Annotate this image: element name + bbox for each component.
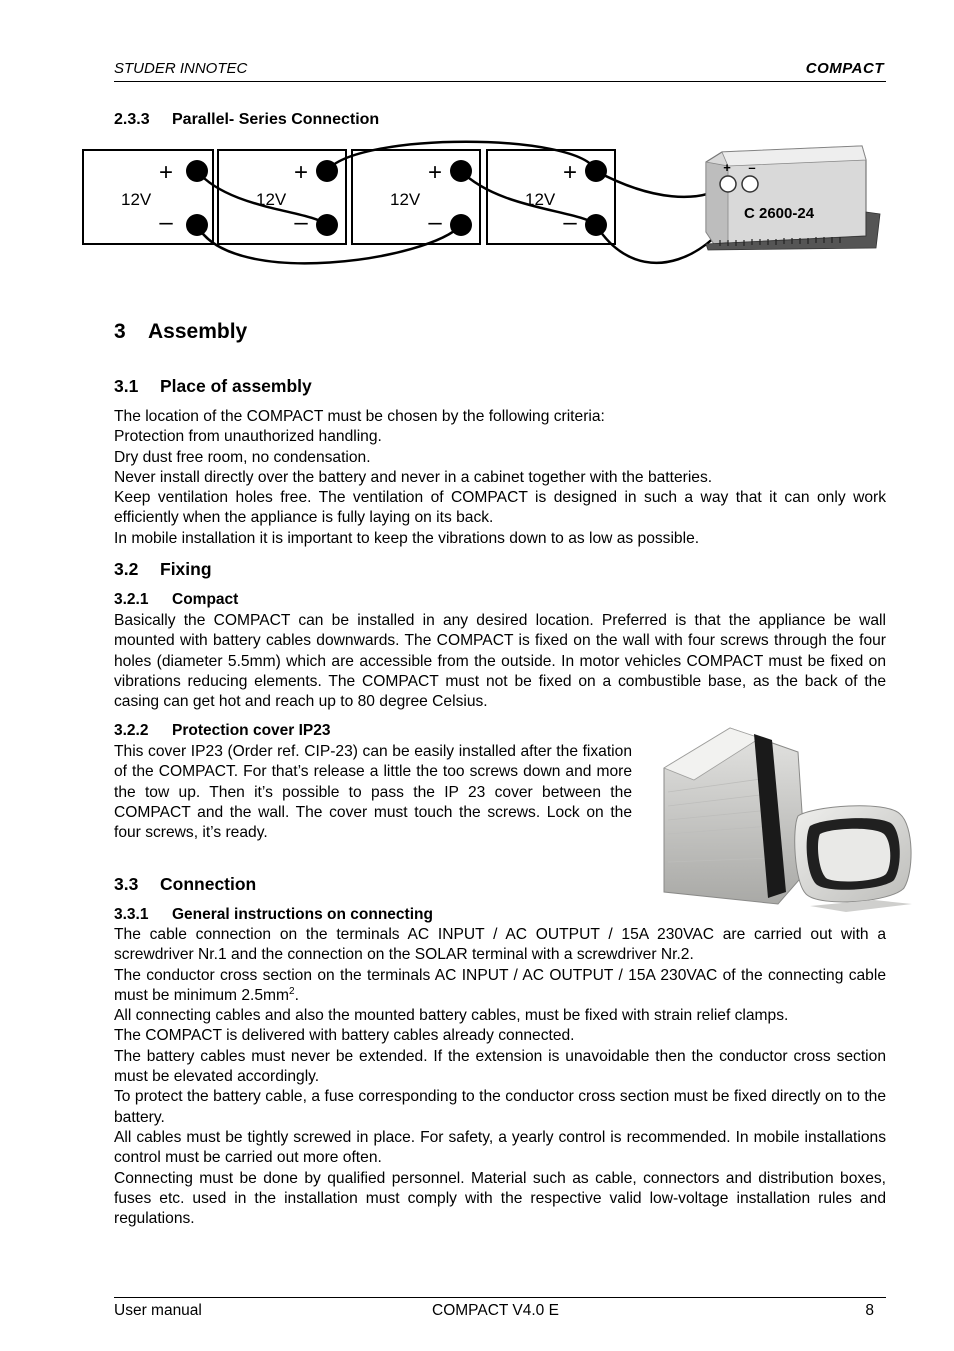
battery-3-plus: + — [427, 159, 443, 186]
paragraph: In mobile installation it is important to keep the vibrations down to as low as possible. — [114, 529, 700, 547]
paragraph: The battery cables must never be extended. If the extension is unavoidable then the conductor cross section must be elevated accordingly. — [114, 1047, 886, 1086]
section-3-3-1-body — [114, 925, 886, 1229]
paragraph: The cable connection on the terminals AC INPUT / AC OUTPUT / 15A 230VAC are carried out with a screwdriver Nr.1 and the connection on the SOLAR terminal with a screwdriver Nr.2. — [114, 926, 886, 964]
section-3-3-heading — [114, 874, 256, 895]
section-number: 3.2.1 — [114, 591, 149, 608]
header-company: STUDER INNOTEC — [114, 60, 248, 77]
section-number: 3.3 — [114, 874, 139, 894]
section-number: 3.2.2 — [114, 722, 149, 739]
section-number: 3.2 — [114, 559, 139, 579]
battery-3-minus: – — [428, 209, 442, 236]
header-rule — [114, 81, 886, 82]
section-title: Fixing — [160, 559, 212, 579]
section-2-3-3-heading — [114, 111, 379, 129]
section-3-heading — [114, 320, 247, 344]
battery-2-minus: – — [294, 209, 308, 236]
footer-page-number: 8 — [865, 1302, 874, 1319]
section-number: 3 — [114, 320, 126, 343]
paragraph: Never install directly over the battery and never in a cabinet together with the batteries. — [114, 468, 713, 486]
section-3-2-1-body — [114, 611, 886, 712]
battery-3-voltage: 12V — [390, 190, 421, 209]
superscript: 2 — [289, 985, 295, 997]
section-number: 3.1 — [114, 376, 139, 396]
section-3-1-heading — [114, 376, 312, 397]
paragraph: Protection from unauthorized handling. — [114, 428, 382, 446]
section-title: Protection cover IP23 — [172, 722, 331, 739]
parallel-series-diagram — [80, 140, 890, 280]
header-product: COMPACT — [805, 60, 884, 77]
battery-1-plus: + — [158, 159, 174, 186]
footer-doc-version: COMPACT V4.0 E — [432, 1302, 559, 1319]
device-negative-terminal — [742, 176, 758, 192]
section-number: 3.3.1 — [114, 906, 149, 923]
section-title: Place of assembly — [160, 376, 312, 396]
paragraph: All connecting cables and also the mounted battery cables, must be fixed with strain relief clamps. — [114, 1007, 789, 1025]
paragraph — [114, 966, 886, 1007]
device-plus: + — [723, 160, 731, 175]
paragraph-text: . — [294, 986, 299, 1004]
paragraph: Dry dust free room, no condensation. — [114, 448, 371, 466]
device-positive-terminal — [720, 176, 736, 192]
battery-2-plus: + — [293, 159, 309, 186]
section-3-1-body — [114, 407, 886, 549]
section-title: Compact — [172, 591, 239, 608]
section-3-2-2-heading — [114, 722, 331, 740]
battery-1-voltage: 12V — [121, 190, 152, 209]
footer-rule — [114, 1297, 886, 1298]
paragraph: Keep ventilation holes free. The ventilation of COMPACT is designed in such a way that it can only work efficiently when the appliance is fully laying on its back. — [114, 489, 886, 527]
paragraph: This cover IP23 (Order ref. CIP-23) can be easily installed after the fixation of the COMPACT. For that’s release a little the too screws down and more the tow up. Then it’s possible to pass the IP 23 cover between the COMPACT and the wall. The cover must touch the screws. Lock on the four screws, it’s ready. — [114, 743, 632, 842]
battery-1-minus: – — [159, 209, 173, 236]
section-number: 2.3.3 — [114, 111, 150, 128]
battery-2-voltage: 12V — [256, 190, 287, 209]
paragraph: To protect the battery cable, a fuse corresponding to the conductor cross section must be fixed directly on to the battery. — [114, 1088, 886, 1126]
section-3-3-1-heading — [114, 906, 433, 924]
protection-cover-photo — [660, 722, 916, 916]
section-title: General instructions on connecting — [172, 906, 433, 923]
paragraph: The location of the COMPACT must be chosen by the following criteria: — [114, 408, 605, 425]
compact-inverter-device — [706, 146, 880, 250]
section-title: Connection — [160, 874, 257, 894]
section-3-2-heading — [114, 559, 212, 580]
section-3-2-2-body — [114, 742, 632, 843]
section-3-2-1-heading — [114, 591, 238, 609]
paragraph: The COMPACT is delivered with battery cables already connected. — [114, 1027, 575, 1045]
device-model-label: C 2600-24 — [744, 205, 815, 222]
battery-4-plus: + — [562, 159, 578, 186]
paragraph: All cables must be tightly screwed in place. For safety, a yearly control is recommended. In mobile installations control must be carried out more often. — [114, 1128, 886, 1167]
paragraph: Basically the COMPACT can be installed in any desired location. Preferred is that the appliance be wall mounted with battery cables downwards. The COMPACT is fixed on the wall with four screws through the four holes (diameter 5.5mm) which are accessible from the outside. In motor vehicles COMPACT must be fixed on vibrations reducing elements. The COMPACT must not be fixed on a combustible base, as the back of the casing can get hot and reach up to 80 degree Celsius. — [114, 612, 886, 711]
device-minus: – — [748, 160, 756, 175]
section-title: Assembly — [148, 320, 248, 343]
paragraph-text: The conductor cross section on the terminals AC INPUT / AC OUTPUT / 15A 230VAC of the connecting cable must be minimum 2.5mm — [114, 966, 886, 1004]
battery-4-minus: – — [563, 209, 577, 236]
footer-doc-type: User manual — [114, 1302, 202, 1319]
section-title: Parallel- Series Connection — [172, 111, 380, 128]
battery-4-voltage: 12V — [525, 190, 556, 209]
paragraph: Connecting must be done by qualified personnel. Material such as cable, connectors and distribution boxes, fuses etc. used in the installation must comply with the respective valid low-voltage installation rules and regulations. — [114, 1169, 886, 1228]
